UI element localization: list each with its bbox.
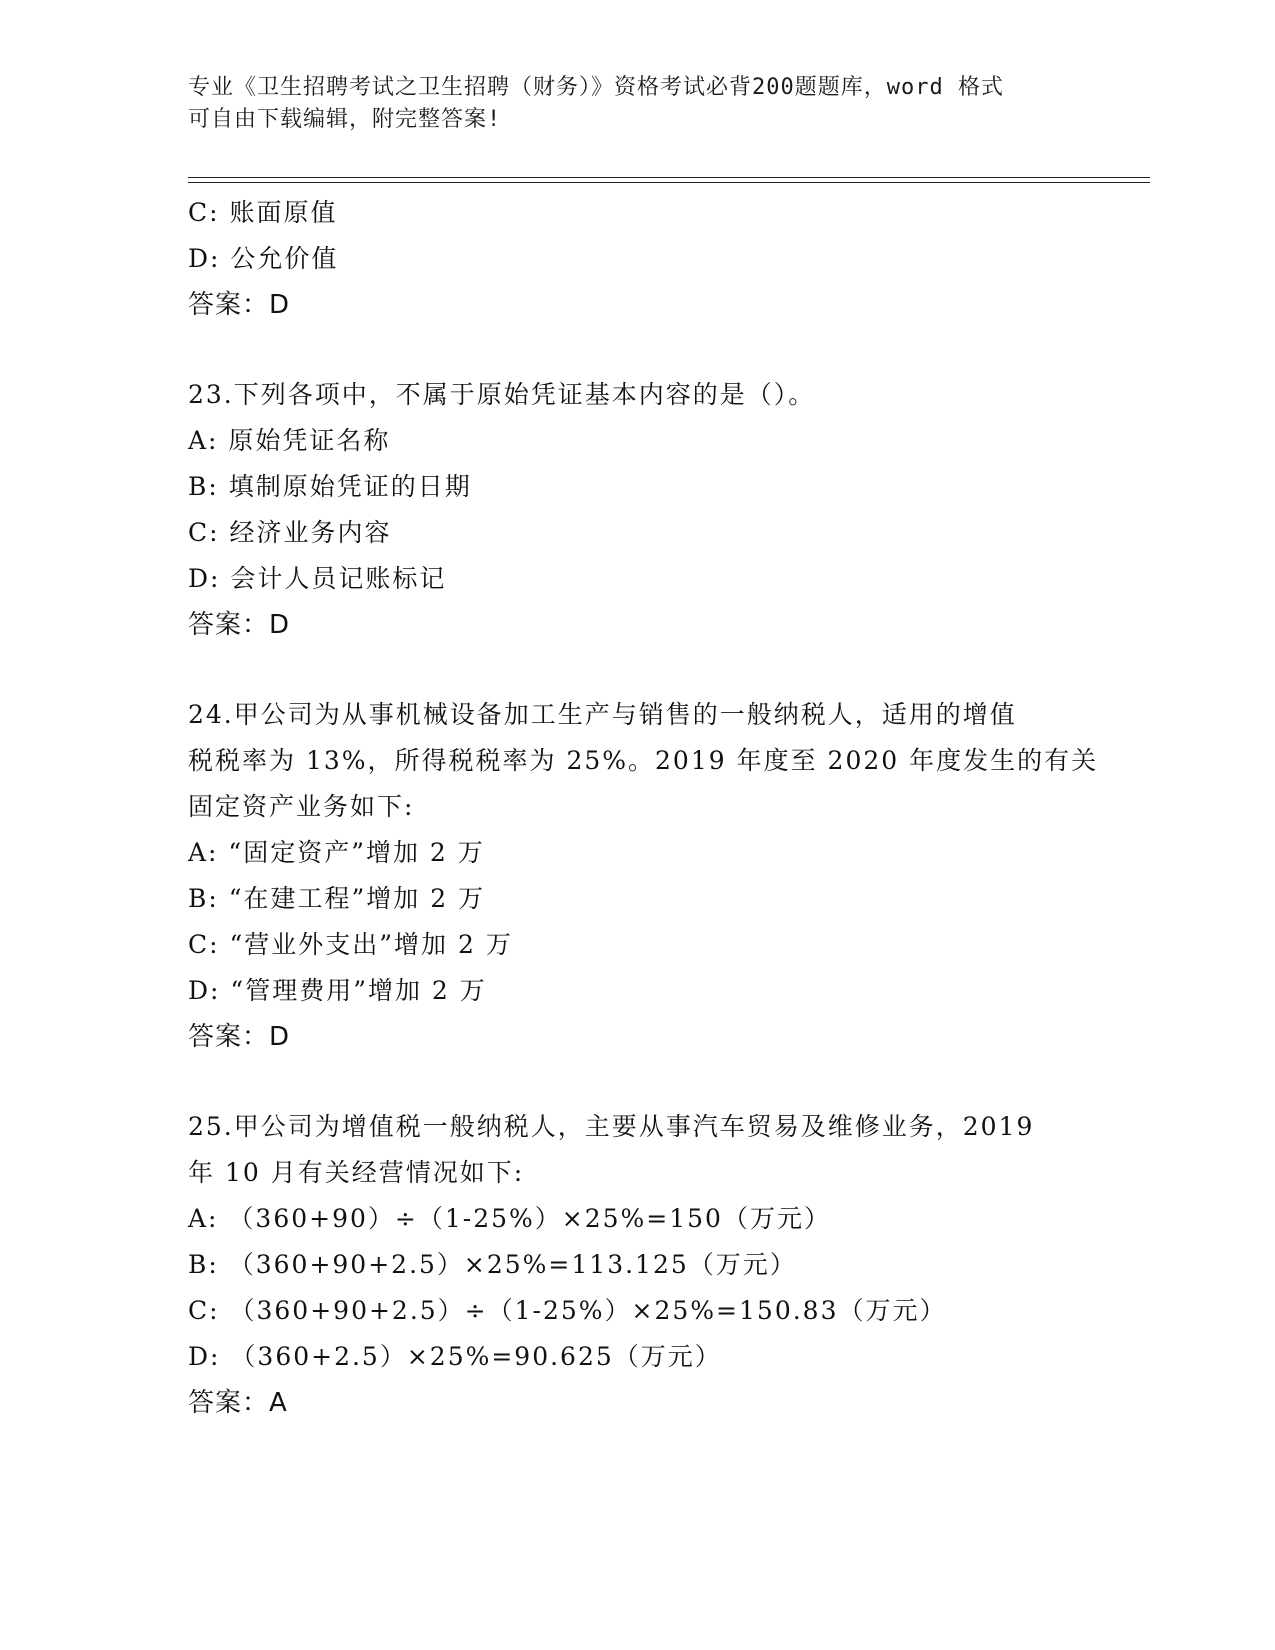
header-title-line-1: 专业《卫生招聘考试之卫生招聘（财务）》资格考试必背200题题库，word 格式 xyxy=(188,75,1004,100)
option-c: C: 账面原值 xyxy=(188,198,338,227)
question-text: 24.甲公司为从事机械设备加工生产与销售的一般纳税人，适用的增值 xyxy=(188,700,1017,729)
option-d: D: 会计人员记账标记 xyxy=(188,564,447,593)
question-24 xyxy=(188,692,1099,1060)
question-text: 23.下列各项中，不属于原始凭证基本内容的是（）。 xyxy=(188,380,816,409)
option-d: D: （360+2.5）×25%=90.625（万元） xyxy=(188,1342,722,1371)
header-title-line-2: 可自由下载编辑，附完整答案! xyxy=(188,107,502,132)
answer-line: 答案：D xyxy=(188,290,291,320)
question-25 xyxy=(188,1104,1088,1426)
question-23 xyxy=(188,372,1088,648)
header-divider-top xyxy=(188,177,1150,178)
question-text: 25.甲公司为增值税一般纳税人，主要从事汽车贸易及维修业务，2019 xyxy=(188,1112,1035,1141)
option-a: A: 原始凭证名称 xyxy=(188,426,391,455)
document-header xyxy=(188,72,1088,136)
question-text: 年 10 月有关经营情况如下: xyxy=(188,1158,525,1187)
question-content xyxy=(188,190,1099,1426)
option-a: A: （360+90）÷（1-25%）×25%=150（万元） xyxy=(188,1204,831,1233)
option-b: B: “在建工程”增加 2 万 xyxy=(188,884,486,913)
answer-line: 答案：A xyxy=(188,1388,288,1418)
answer-line: 答案：D xyxy=(188,1022,291,1052)
question-22-tail xyxy=(188,190,1088,328)
spacer xyxy=(188,328,1088,372)
spacer xyxy=(188,1060,1088,1104)
option-c: C: （360+90+2.5）÷（1-25%）×25%=150.83（万元） xyxy=(188,1296,947,1325)
spacer xyxy=(188,648,1088,692)
question-text: 固定资产业务如下: xyxy=(188,792,415,821)
answer-line: 答案：D xyxy=(188,610,291,640)
header-divider-bottom xyxy=(188,182,1150,183)
option-c: C: “营业外支出”增加 2 万 xyxy=(188,930,513,959)
option-a: A: “固定资产”增加 2 万 xyxy=(188,838,485,867)
option-b: B: （360+90+2.5）×25%=113.125（万元） xyxy=(188,1250,797,1279)
question-text: 税税率为 13%，所得税税率为 25%。2019 年度至 2020 年度发生的有关 xyxy=(188,746,1099,775)
option-c: C: 经济业务内容 xyxy=(188,518,392,547)
option-d: D: 公允价值 xyxy=(188,244,339,273)
option-b: B: 填制原始凭证的日期 xyxy=(188,472,472,501)
option-d: D: “管理费用”增加 2 万 xyxy=(188,976,487,1005)
